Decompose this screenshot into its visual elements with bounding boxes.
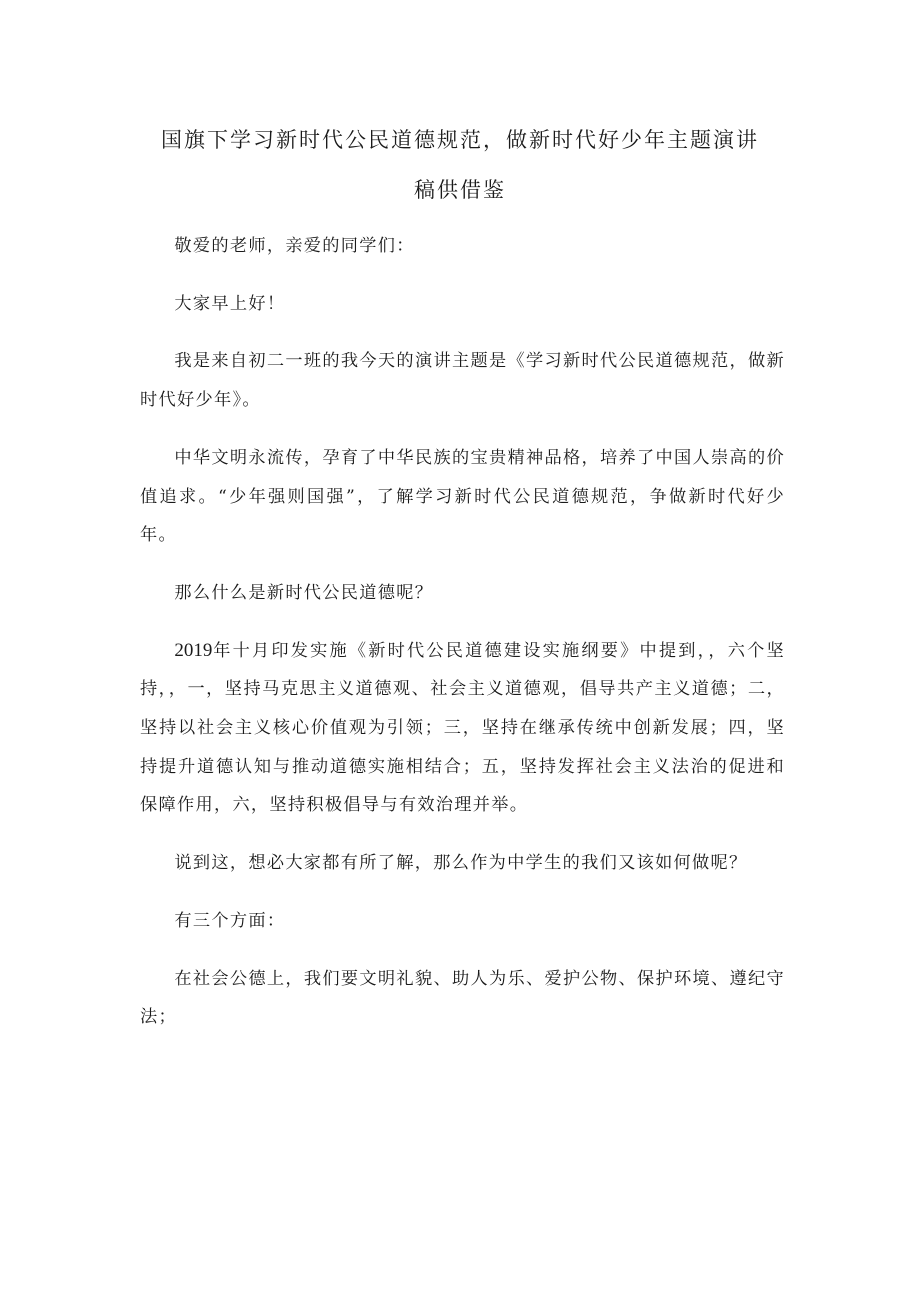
outline-paragraph-text: 年十月印发实施《新时代公民道德建设实施纲要》中提到，，六个坚持，，一，坚持马克思主义道德观、社会主义道德观，倡导共产主义道德；二，坚持以社会主义核心价值观为引领；三，坚持在继承传统中创新发展；四，坚持提升道德认知与推动道德实施相结合；五，坚持发挥社会主义法治的促进和保障作用，六，坚持积极倡导与有效治理并举。 — [140, 640, 785, 816]
greeting-paragraph: 大家早上好！ — [174, 293, 286, 314]
culture-paragraph: 中华文明永流传，孕育了中华民族的宝贵精神品格，培养了中国人崇高的价值追求。“少年强则国强”，了解学习新时代公民道德规范，争做新时代好少年。 — [140, 447, 785, 546]
aspects-paragraph: 有三个方面： — [174, 910, 286, 931]
outline-paragraph — [140, 632, 785, 826]
document-title-line-1: 国旗下学习新时代公民道德规范，做新时代好少年主题演讲 — [161, 128, 759, 152]
document-body — [140, 227, 785, 1056]
salutation-paragraph: 敬爱的老师，亲爱的同学们： — [174, 236, 415, 256]
document-title-line-2: 稿供借鉴 — [414, 178, 506, 202]
intro-paragraph: 我是来自初二一班的我今天的演讲主题是《学习新时代公民道德规范，做新时代好少年》。 — [140, 351, 785, 411]
social-morality-paragraph: 在社会公德上，我们要文明礼貌、助人为乐、爱护公物、保护环境、遵纪守法； — [140, 968, 785, 1028]
transition-paragraph: 说到这，想必大家都有所了解，那么作为中学生的我们又该如何做呢？ — [174, 853, 748, 874]
year-number: 2019 — [174, 639, 213, 661]
question-paragraph: 那么什么是新时代公民道德呢？ — [174, 582, 434, 603]
